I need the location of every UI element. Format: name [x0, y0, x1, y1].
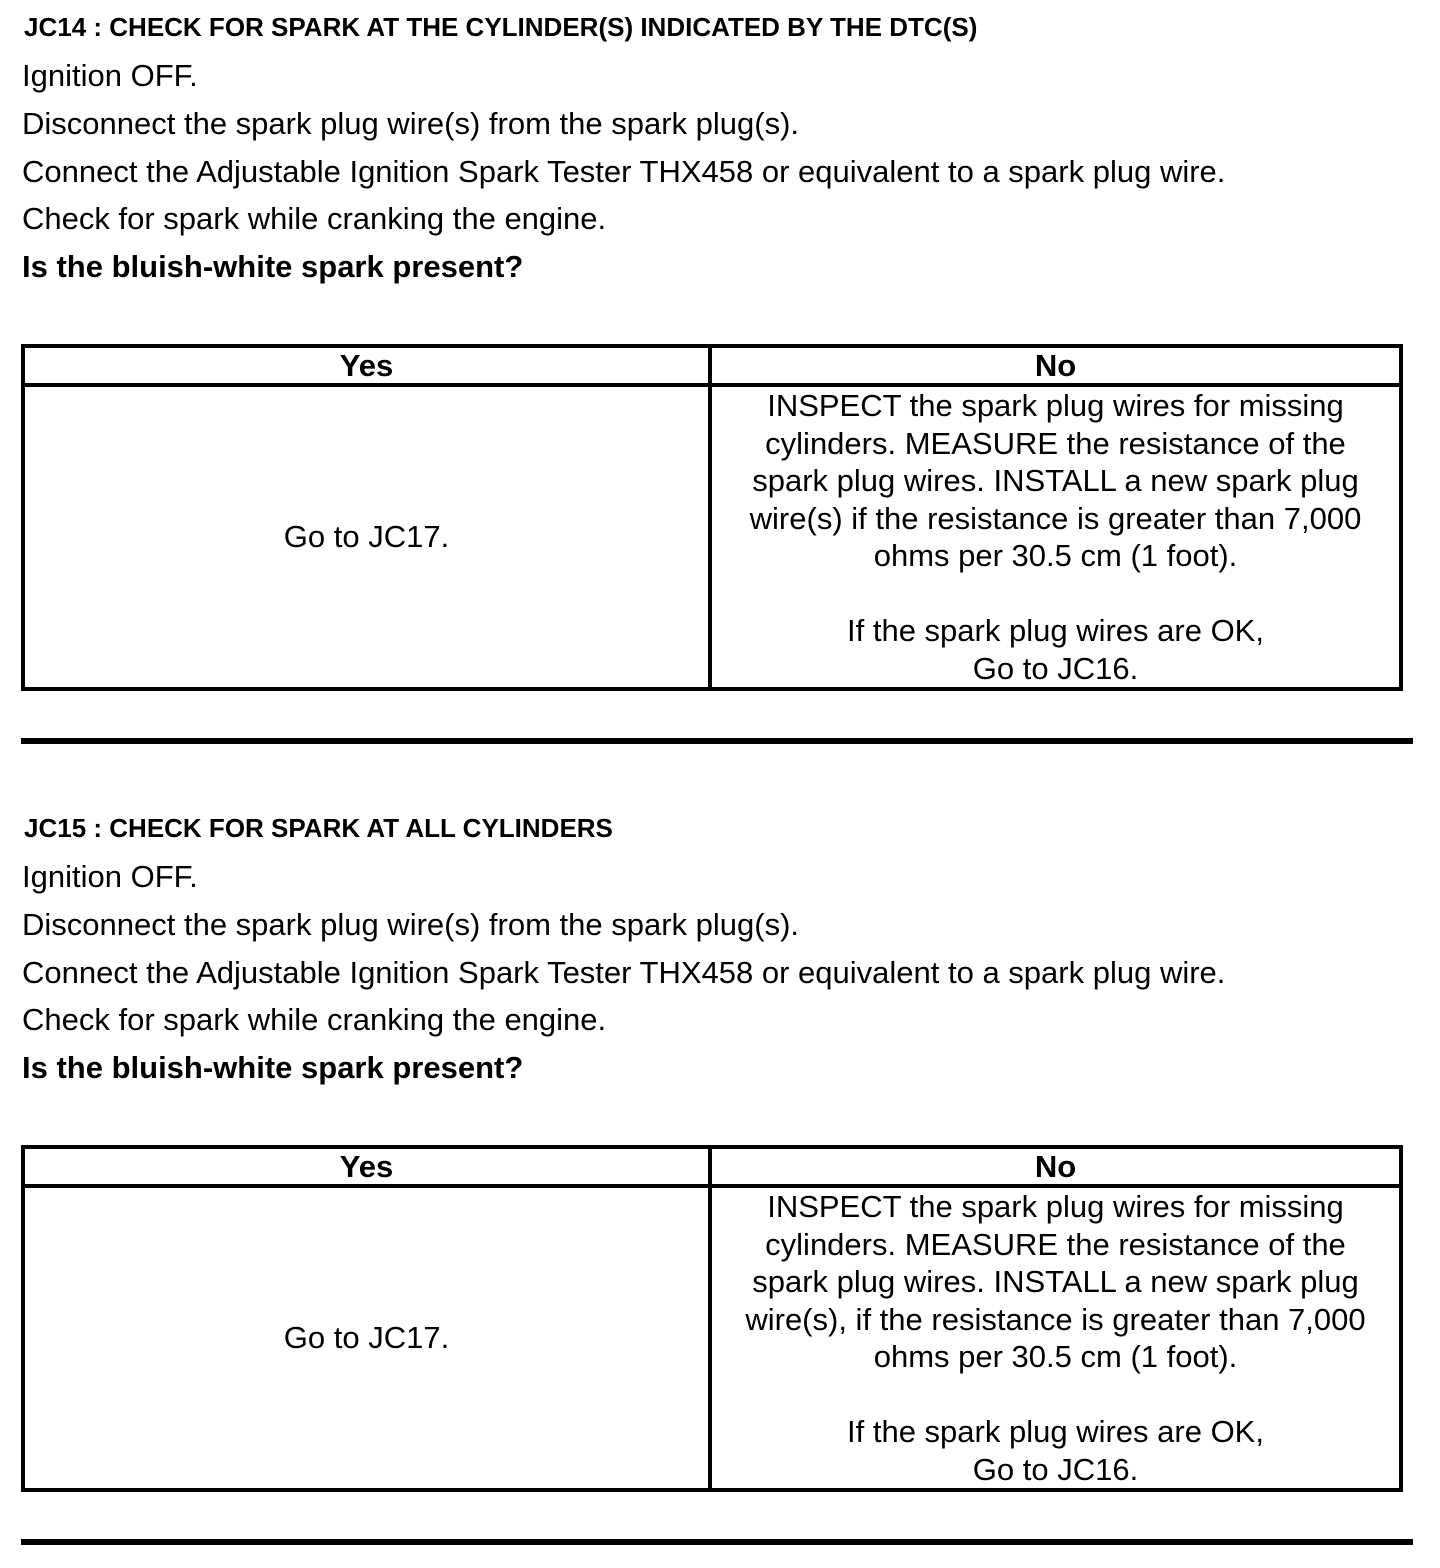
- instruction-line: Ignition OFF.: [22, 859, 198, 894]
- step-title: JC15 : CHECK FOR SPARK AT ALL CYLINDERS: [24, 813, 613, 843]
- instruction-line: Ignition OFF.: [22, 58, 198, 93]
- instruction-line: Connect the Adjustable Ignition Spark Tester THX458 or equivalent to a spark plug wire.: [22, 955, 1226, 990]
- table-row: [23, 385, 1401, 689]
- instruction-line: Connect the Adjustable Ignition Spark Tester THX458 or equivalent to a spark plug wire.: [22, 154, 1226, 189]
- no-header: No: [710, 1147, 1401, 1186]
- yes-no-table: [21, 1145, 1403, 1492]
- table-header-row: [23, 1147, 1401, 1186]
- instruction-line: Disconnect the spark plug wire(s) from the spark plug(s).: [22, 907, 800, 942]
- no-cell: [710, 1186, 1401, 1490]
- section-divider: [21, 738, 1413, 744]
- no-header: No: [710, 346, 1401, 385]
- section-divider: [21, 1539, 1413, 1545]
- table-row: [23, 1186, 1401, 1490]
- yes-cell: Go to JC17.: [23, 385, 710, 689]
- step-question: Is the bluish-white spark present?: [22, 1050, 524, 1085]
- no-cell: [710, 385, 1401, 689]
- yes-header: Yes: [23, 1147, 710, 1186]
- instruction-line: Check for spark while cranking the engine.: [22, 1002, 607, 1037]
- instruction-line: Disconnect the spark plug wire(s) from the spark plug(s).: [22, 106, 800, 141]
- yes-header: Yes: [23, 346, 710, 385]
- table-header-row: [23, 346, 1401, 385]
- yes-cell: Go to JC17.: [23, 1186, 710, 1490]
- step-question: Is the bluish-white spark present?: [22, 249, 524, 284]
- yes-no-table: [21, 344, 1403, 691]
- no-cell-text: INSPECT the spark plug wires for missing cylinders. MEASURE the resistance of the spark plug wires. INSTALL a new spark plug wire(s) if the resistance is greater than 7,000 ohms per 30.5 cm (1 foot). If the spark plug wires are OK, Go to JC16.: [749, 388, 1362, 686]
- no-cell-text: INSPECT the spark plug wires for missing cylinders. MEASURE the resistance of the spark plug wires. INSTALL a new spark plug wire(s), if the resistance is greater than 7,000 ohms per 30.5 cm (1 foot). If the spark plug wires are OK, Go to JC16.: [745, 1189, 1366, 1487]
- instruction-line: Check for spark while cranking the engine.: [22, 201, 607, 236]
- step-title: JC14 : CHECK FOR SPARK AT THE CYLINDER(S) INDICATED BY THE DTC(S): [24, 12, 978, 42]
